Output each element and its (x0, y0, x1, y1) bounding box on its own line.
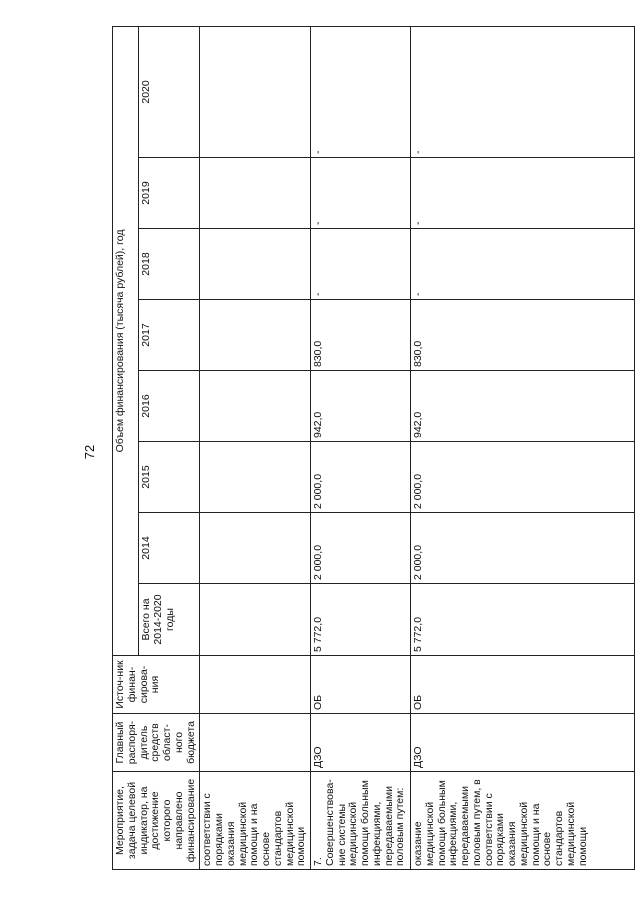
cell-total: 5 772,0 (411, 584, 635, 656)
header-year: 2015 (139, 442, 200, 513)
header-measure: Мероприятие, задача целевой индикатор, на достижение которого направлено финансирование (113, 772, 200, 870)
financing-table (112, 26, 635, 870)
header-year: 2017 (139, 300, 200, 371)
cell-measure: оказание медицинской помощи больным инфекциями, передаваемыми половым путем, в соответствии с порядками оказания медицинской помощи и на основе стандартов медицинской помощи (411, 772, 635, 870)
cell-value: 2 000,0 (311, 442, 411, 513)
cell-value: 942,0 (411, 371, 635, 442)
cell-total (200, 584, 311, 656)
table-row (311, 26, 411, 869)
cell-value: - (311, 229, 411, 300)
table-row (200, 26, 311, 869)
cell-value (200, 26, 311, 157)
page-number: 72 (82, 444, 97, 460)
cell-total: 5 772,0 (311, 584, 411, 656)
header-source: Источ-ник финан-сирова-ния (113, 656, 200, 714)
header-year: 2014 (139, 513, 200, 584)
cell-source (200, 656, 311, 714)
cell-measure: 7. Совершенствова-ние системы медицинской помощи больным инфекциями, передаваемыми половым путем: (311, 772, 411, 870)
cell-source: ОБ (411, 656, 635, 714)
financing-table-container (112, 27, 620, 870)
header-volume-group: Объем финансирования (тысяча рублей), год (113, 26, 139, 655)
header-year: 2019 (139, 158, 200, 229)
cell-value: - (411, 229, 635, 300)
cell-manager: ДЗО (411, 714, 635, 772)
cell-value: 830,0 (411, 300, 635, 371)
cell-value: - (411, 158, 635, 229)
cell-value (200, 513, 311, 584)
cell-value: 2 000,0 (411, 513, 635, 584)
cell-value: 2 000,0 (311, 513, 411, 584)
cell-value (200, 300, 311, 371)
cell-source: ОБ (311, 656, 411, 714)
header-total: Всего на 2014-2020 годы (139, 584, 200, 656)
cell-measure: соответствии с порядками оказания медицинской помощи и на основе стандартов медицинской помощи (200, 772, 311, 870)
header-year: 2016 (139, 371, 200, 442)
cell-value: - (311, 158, 411, 229)
header-year: 2018 (139, 229, 200, 300)
cell-value (200, 158, 311, 229)
cell-value: 830,0 (311, 300, 411, 371)
cell-manager: ДЗО (311, 714, 411, 772)
cell-value (200, 229, 311, 300)
cell-value: 942,0 (311, 371, 411, 442)
cell-value: - (411, 26, 635, 157)
header-manager: Главный распоря-дитель средств област-ного бюджета (113, 714, 200, 772)
cell-value (200, 371, 311, 442)
header-year: 2020 (139, 26, 200, 157)
cell-value (200, 442, 311, 513)
cell-value: 2 000,0 (411, 442, 635, 513)
cell-value: - (311, 26, 411, 157)
table-row (411, 26, 635, 869)
cell-manager (200, 714, 311, 772)
